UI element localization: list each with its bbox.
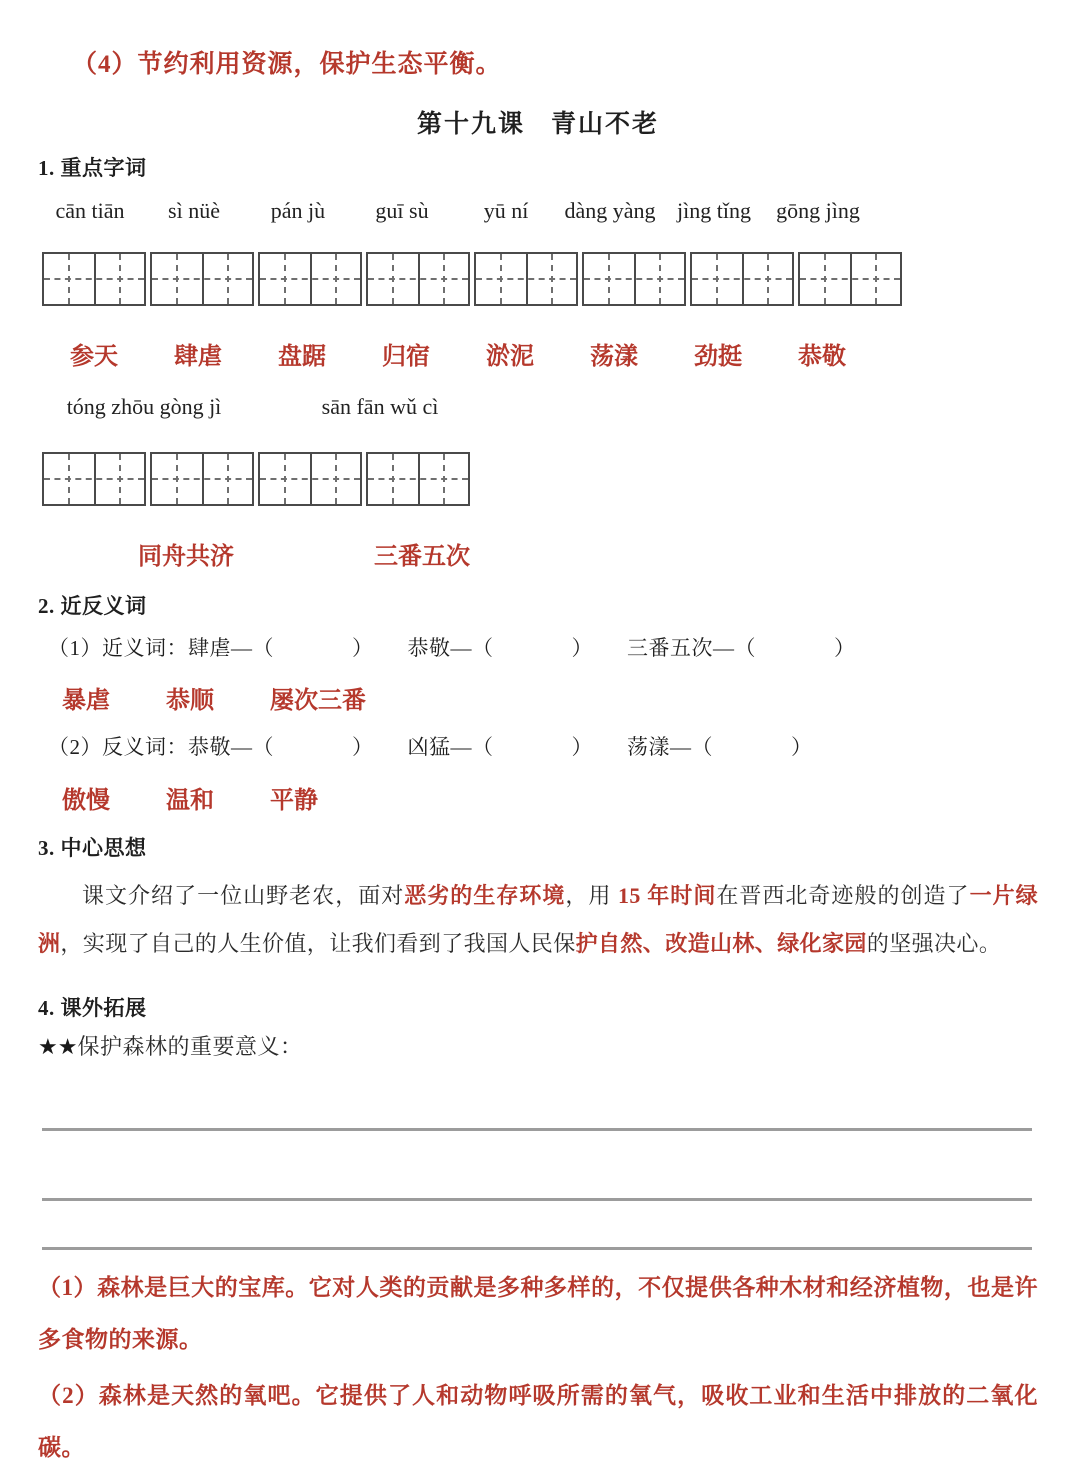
character-grid-cell[interactable] <box>260 254 310 304</box>
idea-highlight: 15 年时间 <box>617 883 717 908</box>
idea-text: ，实现了自己的人生价值，让我们看到了我国人民保 <box>60 931 576 956</box>
character-grid-cell[interactable] <box>94 454 144 504</box>
answer-word: 参天 <box>70 344 118 370</box>
idea-text: ，用 <box>565 883 618 908</box>
pinyin-label: jìng tǐng <box>677 198 751 223</box>
character-grid-row-2 <box>42 452 470 506</box>
qa-answer-word: 傲慢 <box>62 788 110 814</box>
section-heading-extension: 4. 课外拓展 <box>38 996 147 1020</box>
character-grid-cell[interactable] <box>368 454 418 504</box>
qa-label: （1）近义词： <box>48 636 188 660</box>
pinyin-label: guī sù <box>375 198 429 223</box>
answer-word-row-2 <box>42 536 528 571</box>
qa-label: （2）反义词： <box>48 735 188 759</box>
synonym-question-line <box>48 632 856 662</box>
character-grid-group[interactable] <box>258 252 362 306</box>
answer-word: 恭敬 <box>798 344 846 370</box>
character-grid-cell[interactable] <box>692 254 742 304</box>
qa-prompt-word: 凶猛—（ <box>407 735 494 759</box>
character-grid-cell[interactable] <box>152 454 202 504</box>
answer-word: 同舟共济 <box>138 544 234 570</box>
character-grid-group[interactable] <box>150 452 254 506</box>
character-grid-group[interactable] <box>150 252 254 306</box>
character-grid-group[interactable] <box>42 252 146 306</box>
qa-answer-word: 温和 <box>166 788 214 814</box>
star-rating-icon: ★★ <box>38 1034 78 1059</box>
synonym-answer-row <box>62 680 470 715</box>
pinyin-label: tóng zhōu gòng jì <box>66 394 222 419</box>
central-idea-paragraph <box>38 872 1038 968</box>
pinyin-label: cān tiān <box>55 198 125 223</box>
character-grid-cell[interactable] <box>850 254 900 304</box>
character-grid-cell[interactable] <box>476 254 526 304</box>
qa-close-paren: ） <box>834 636 856 660</box>
character-grid-cell[interactable] <box>418 254 468 304</box>
qa-answer-word: 平静 <box>270 788 318 814</box>
lesson-title <box>0 104 1076 140</box>
answer-word: 肆虐 <box>174 344 222 370</box>
answer-word: 归宿 <box>382 344 430 370</box>
character-grid-cell[interactable] <box>44 254 94 304</box>
qa-close-paren: ） <box>352 636 374 660</box>
character-grid-cell[interactable] <box>310 454 360 504</box>
answer-word: 盘踞 <box>278 344 326 370</box>
character-grid-group[interactable] <box>798 252 902 306</box>
answer-word: 荡漾 <box>590 344 638 370</box>
extension-answer-1: （1）森林是巨大的宝库。它对人类的贡献是多种多样的，不仅提供各种木材和经济植物，也是许多食物的来源。 <box>38 1275 1038 1352</box>
extension-answer-2: （2）森林是天然的氧吧。它提供了人和动物呼吸所需的氧气，吸收工业和生活中排放的二氧化碳。 <box>38 1383 1038 1460</box>
extension-prompt <box>38 1030 302 1061</box>
pinyin-label: sān fān wǔ cì <box>321 394 439 419</box>
qa-prompt-word: 肆虐—（ <box>188 636 274 660</box>
answer-word: 劲挺 <box>694 344 742 370</box>
section-heading-central-idea: 3. 中心思想 <box>38 836 147 860</box>
lesson-number: 第十九课 <box>416 111 525 138</box>
write-line-3[interactable] <box>42 1247 1032 1250</box>
character-grid-group[interactable] <box>582 252 686 306</box>
write-line-2[interactable] <box>42 1198 1032 1201</box>
qa-prompt-word: 三番五次—（ <box>627 636 756 660</box>
write-line-1[interactable] <box>42 1128 1032 1131</box>
qa-answer-word: 暴虐 <box>62 688 110 714</box>
idea-highlight: 护自然、改造山林、绿化家园 <box>575 931 867 956</box>
idea-text: 的坚强决心。 <box>866 931 1002 956</box>
character-grid-cell[interactable] <box>202 454 252 504</box>
pinyin-label: dàng yàng <box>564 198 656 223</box>
antonym-question-line <box>48 731 813 761</box>
character-grid-cell[interactable] <box>800 254 850 304</box>
idea-highlight: 一片绿洲 <box>38 883 1038 956</box>
character-grid-cell[interactable] <box>310 254 360 304</box>
section-heading-synonyms-antonyms: 2. 近反义词 <box>38 594 147 618</box>
character-grid-group[interactable] <box>258 452 362 506</box>
qa-close-paren: ） <box>352 735 374 759</box>
antonym-answer-row <box>62 780 470 815</box>
answer-word: 淤泥 <box>486 344 534 370</box>
qa-answer-word: 屡次三番 <box>270 688 366 714</box>
section-heading-key-words: 1. 重点字词 <box>38 156 147 180</box>
qa-close-paren: ） <box>571 636 593 660</box>
qa-answer-word: 恭顺 <box>166 688 214 714</box>
pinyin-label: sì nüè <box>168 198 220 223</box>
character-grid-cell[interactable] <box>584 254 634 304</box>
character-grid-group[interactable] <box>366 252 470 306</box>
character-grid-cell[interactable] <box>368 254 418 304</box>
character-grid-group[interactable] <box>690 252 794 306</box>
answer-word-row-1 <box>42 336 874 371</box>
answer-word: 三番五次 <box>374 544 470 570</box>
qa-prompt-word: 荡漾—（ <box>627 735 713 759</box>
pinyin-row-2 <box>38 394 486 420</box>
pinyin-label: pán jù <box>270 198 326 223</box>
character-grid-cell[interactable] <box>742 254 792 304</box>
qa-prompt-word: 恭敬—（ <box>188 735 274 759</box>
extension-prompt-text: 保护森林的重要意义： <box>77 1034 303 1059</box>
qa-close-paren: ） <box>571 735 593 759</box>
character-grid-cell[interactable] <box>94 254 144 304</box>
carried-over-sentence: （4）节约利用资源，保护生态平衡。 <box>72 51 502 78</box>
character-grid-cell[interactable] <box>526 254 576 304</box>
character-grid-cell[interactable] <box>634 254 684 304</box>
qa-prompt-word: 恭敬—（ <box>407 636 494 660</box>
character-grid-group[interactable] <box>42 452 146 506</box>
lesson-name: 青山不老 <box>551 111 660 138</box>
character-grid-cell[interactable] <box>44 454 94 504</box>
idea-highlight: 恶劣的生存环境 <box>404 883 566 908</box>
pinyin-row-1 <box>38 198 870 224</box>
character-grid-cell[interactable] <box>202 254 252 304</box>
character-grid-cell[interactable] <box>152 254 202 304</box>
character-grid-cell[interactable] <box>418 454 468 504</box>
character-grid-group[interactable] <box>366 452 470 506</box>
character-grid-cell[interactable] <box>260 454 310 504</box>
qa-close-paren: ） <box>791 735 813 759</box>
idea-text: 在晋西北奇迹般的创造了 <box>716 883 970 908</box>
character-grid-group[interactable] <box>474 252 578 306</box>
pinyin-label: yū ní <box>483 198 529 223</box>
pinyin-label: gōng jìng <box>776 198 860 223</box>
idea-text: 课文介绍了一位山野老农，面对 <box>82 883 405 908</box>
character-grid-row-1 <box>42 252 902 306</box>
